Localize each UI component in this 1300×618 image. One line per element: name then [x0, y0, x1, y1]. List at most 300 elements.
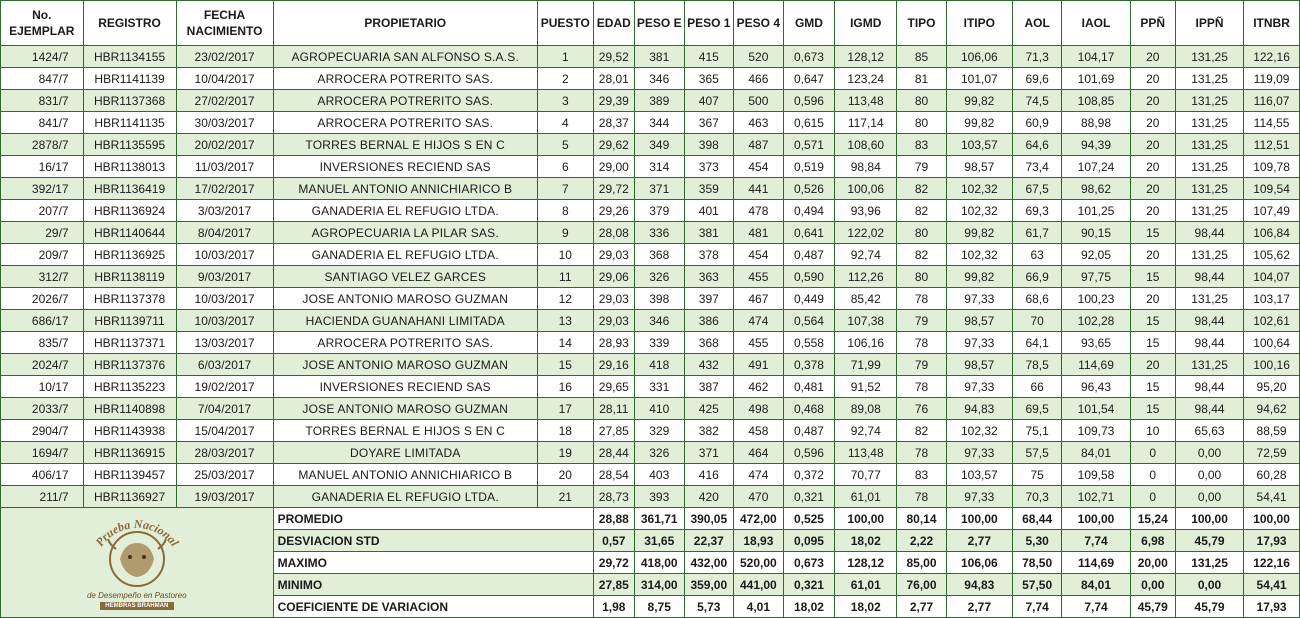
table-cell: 387: [684, 376, 734, 398]
table-cell: 101,07: [946, 68, 1012, 90]
table-row: [1, 486, 1300, 508]
summary-value: 6,98: [1130, 530, 1175, 552]
table-cell: 20: [1130, 178, 1175, 200]
summary-value: 94,83: [946, 574, 1012, 596]
table-cell: 16/17: [1, 156, 84, 178]
table-cell: HBR1136915: [83, 442, 176, 464]
table-cell: 21: [537, 486, 593, 508]
table-cell: HBR1140644: [83, 222, 176, 244]
summary-value: 432,00: [684, 552, 734, 574]
table-cell: 61,7: [1012, 222, 1062, 244]
summary-value: 7,74: [1062, 596, 1130, 618]
table-cell: 0,00: [1175, 486, 1243, 508]
table-cell: 98,44: [1175, 266, 1243, 288]
table-cell: 16: [537, 376, 593, 398]
table-cell: 78: [897, 376, 947, 398]
table-cell: 13: [537, 310, 593, 332]
table-cell: 60,9: [1012, 112, 1062, 134]
table-cell: 0,673: [783, 46, 835, 68]
table-cell: 211/7: [1, 486, 84, 508]
table-cell: 368: [634, 244, 684, 266]
summary-value: 122,16: [1244, 552, 1300, 574]
table-cell: 0,615: [783, 112, 835, 134]
table-cell: 28,08: [593, 222, 634, 244]
column-header: PUESTO: [537, 1, 593, 46]
summary-value: 418,00: [634, 552, 684, 574]
table-cell: 474: [734, 464, 784, 486]
summary-value: 0,673: [783, 552, 835, 574]
table-cell: HBR1135595: [83, 134, 176, 156]
table-cell: 20: [1130, 112, 1175, 134]
summary-value: 17,93: [1244, 530, 1300, 552]
table-cell: HBR1136925: [83, 244, 176, 266]
table-cell: 82: [897, 200, 947, 222]
column-header: TIPO: [897, 1, 947, 46]
summary-value: 100,00: [1062, 508, 1130, 530]
summary-value: 1,98: [593, 596, 634, 618]
summary-value: 8,75: [634, 596, 684, 618]
table-cell: 19: [537, 442, 593, 464]
table-cell: 83: [897, 134, 947, 156]
table-cell: 102,32: [946, 420, 1012, 442]
table-cell: 97,33: [946, 288, 1012, 310]
summary-value: 4,01: [734, 596, 784, 618]
table-cell: HBR1136924: [83, 200, 176, 222]
table-cell: 0,449: [783, 288, 835, 310]
table-cell: 100,06: [835, 178, 897, 200]
table-cell: HBR1136419: [83, 178, 176, 200]
table-row: [1, 244, 1300, 266]
table-cell: HBR1138013: [83, 156, 176, 178]
logo-tag: HEMBRAS BRAHMAN: [100, 602, 174, 610]
table-cell: 60,28: [1244, 464, 1300, 486]
table-cell: 15: [1130, 310, 1175, 332]
table-cell: HBR1141135: [83, 112, 176, 134]
table-cell: 131,25: [1175, 134, 1243, 156]
table-cell: 29,72: [593, 178, 634, 200]
summary-rows: [1, 508, 1300, 618]
table-cell: 346: [634, 68, 684, 90]
table-cell: HBR1138119: [83, 266, 176, 288]
table-cell: 455: [734, 332, 784, 354]
table-cell: 15: [1130, 398, 1175, 420]
table-cell: 487: [734, 134, 784, 156]
table-cell: 11: [537, 266, 593, 288]
table-row: [1, 266, 1300, 288]
table-cell: 79: [897, 354, 947, 376]
table-cell: 0,641: [783, 222, 835, 244]
summary-value: 45,79: [1175, 530, 1243, 552]
table-cell: 19/03/2017: [176, 486, 273, 508]
table-cell: 407: [684, 90, 734, 112]
table-row: [1, 200, 1300, 222]
table-cell: 326: [634, 442, 684, 464]
data-rows: [1, 46, 1300, 508]
table-cell: 29,00: [593, 156, 634, 178]
table-cell: 29,03: [593, 244, 634, 266]
table-cell: 103,17: [1244, 288, 1300, 310]
summary-value: 84,01: [1062, 574, 1130, 596]
summary-value: 7,74: [1062, 530, 1130, 552]
summary-value: 2,77: [897, 596, 947, 618]
table-row: [1, 442, 1300, 464]
table-cell: 108,60: [835, 134, 897, 156]
table-cell: INVERSIONES RECIEND SAS: [273, 156, 537, 178]
table-cell: HACIENDA GUANAHANI LIMITADA: [273, 310, 537, 332]
table-cell: 9: [537, 222, 593, 244]
table-cell: 131,25: [1175, 178, 1243, 200]
table-cell: 0,564: [783, 310, 835, 332]
table-cell: 28/03/2017: [176, 442, 273, 464]
table-cell: 61,01: [835, 486, 897, 508]
table-cell: 326: [634, 266, 684, 288]
table-cell: TORRES BERNAL E HIJOS S EN C: [273, 420, 537, 442]
table-cell: 458: [734, 420, 784, 442]
summary-value: 2,77: [946, 596, 1012, 618]
table-cell: 97,33: [946, 442, 1012, 464]
summary-value: 76,00: [897, 574, 947, 596]
summary-label: DESVIACION STD: [273, 530, 593, 552]
table-cell: ARROCERA POTRERITO SAS.: [273, 112, 537, 134]
table-cell: 82: [897, 178, 947, 200]
summary-value: 0,095: [783, 530, 835, 552]
column-header: ITIPO: [946, 1, 1012, 46]
table-cell: INVERSIONES RECIEND SAS: [273, 376, 537, 398]
table-cell: 0,372: [783, 464, 835, 486]
table-cell: MANUEL ANTONIO ANNICHIARICO B: [273, 178, 537, 200]
table-cell: 102,61: [1244, 310, 1300, 332]
table-cell: 80: [897, 222, 947, 244]
table-row: [1, 420, 1300, 442]
table-cell: 3/03/2017: [176, 200, 273, 222]
table-cell: 481: [734, 222, 784, 244]
table-cell: 29,62: [593, 134, 634, 156]
header-row: [1, 1, 1300, 46]
table-cell: 20: [537, 464, 593, 486]
table-cell: 101,69: [1062, 68, 1130, 90]
table-cell: 99,82: [946, 222, 1012, 244]
table-cell: 520: [734, 46, 784, 68]
table-cell: 131,25: [1175, 90, 1243, 112]
summary-value: 7,74: [1012, 596, 1062, 618]
table-cell: 831/7: [1, 90, 84, 112]
table-cell: 0,596: [783, 90, 835, 112]
table-cell: 368: [684, 332, 734, 354]
table-cell: 474: [734, 310, 784, 332]
table-cell: 72,59: [1244, 442, 1300, 464]
table-cell: 454: [734, 244, 784, 266]
table-cell: 98,57: [946, 354, 1012, 376]
table-cell: 6: [537, 156, 593, 178]
summary-value: 5,73: [684, 596, 734, 618]
table-cell: 415: [684, 46, 734, 68]
summary-value: 15,24: [1130, 508, 1175, 530]
table-cell: 406/17: [1, 464, 84, 486]
table-cell: 98,44: [1175, 222, 1243, 244]
table-cell: 20: [1130, 46, 1175, 68]
table-cell: 95,20: [1244, 376, 1300, 398]
table-cell: 401: [684, 200, 734, 222]
table-cell: 6/03/2017: [176, 354, 273, 376]
table-cell: 94,83: [946, 398, 1012, 420]
table-cell: 80: [897, 112, 947, 134]
table-cell: 432: [684, 354, 734, 376]
table-cell: 123,24: [835, 68, 897, 90]
table-cell: 29,03: [593, 288, 634, 310]
table-cell: 102,32: [946, 178, 1012, 200]
table-cell: 28,44: [593, 442, 634, 464]
table-cell: 8: [537, 200, 593, 222]
summary-label: COEFICIENTE DE VARIACION: [273, 596, 593, 618]
table-cell: 498: [734, 398, 784, 420]
table-cell: 2026/7: [1, 288, 84, 310]
table-cell: 88,59: [1244, 420, 1300, 442]
table-cell: 381: [634, 46, 684, 68]
table-cell: 207/7: [1, 200, 84, 222]
table-cell: 10/04/2017: [176, 68, 273, 90]
table-cell: 64,1: [1012, 332, 1062, 354]
table-cell: 1694/7: [1, 442, 84, 464]
table-cell: 2033/7: [1, 398, 84, 420]
table-cell: 98,44: [1175, 398, 1243, 420]
table-cell: HBR1137368: [83, 90, 176, 112]
table-cell: 98,44: [1175, 376, 1243, 398]
table-cell: 29,06: [593, 266, 634, 288]
table-cell: HBR1137371: [83, 332, 176, 354]
table-cell: 28,01: [593, 68, 634, 90]
table-cell: 0,558: [783, 332, 835, 354]
table-cell: 71,3: [1012, 46, 1062, 68]
table-cell: 847/7: [1, 68, 84, 90]
table-cell: 102,28: [1062, 310, 1130, 332]
table-row: [1, 112, 1300, 134]
table-cell: 20: [1130, 90, 1175, 112]
summary-value: 78,50: [1012, 552, 1062, 574]
summary-value: 45,79: [1130, 596, 1175, 618]
table-row: [1, 288, 1300, 310]
table-cell: 312/7: [1, 266, 84, 288]
table-cell: 94,62: [1244, 398, 1300, 420]
table-cell: TORRES BERNAL E HIJOS S EN C: [273, 134, 537, 156]
table-cell: 106,84: [1244, 222, 1300, 244]
table-cell: 500: [734, 90, 784, 112]
summary-value: 45,79: [1175, 596, 1243, 618]
table-cell: 112,51: [1244, 134, 1300, 156]
table-cell: 0: [1130, 442, 1175, 464]
column-header: EDAD: [593, 1, 634, 46]
table-cell: 99,82: [946, 112, 1012, 134]
table-cell: 85,42: [835, 288, 897, 310]
summary-value: 2,22: [897, 530, 947, 552]
table-cell: 28,11: [593, 398, 634, 420]
table-cell: 336: [634, 222, 684, 244]
summary-value: 314,00: [634, 574, 684, 596]
table-cell: 63: [1012, 244, 1062, 266]
table-cell: 80: [897, 266, 947, 288]
table-cell: 367: [684, 112, 734, 134]
table-cell: 96,43: [1062, 376, 1130, 398]
table-cell: 106,06: [946, 46, 1012, 68]
table-cell: 101,54: [1062, 398, 1130, 420]
table-cell: 329: [634, 420, 684, 442]
table-cell: 363: [684, 266, 734, 288]
table-cell: 29,65: [593, 376, 634, 398]
table-cell: 109,58: [1062, 464, 1130, 486]
table-cell: 441: [734, 178, 784, 200]
table-cell: 15/04/2017: [176, 420, 273, 442]
table-cell: GANADERIA EL REFUGIO LTDA.: [273, 244, 537, 266]
table-cell: 103,57: [946, 134, 1012, 156]
table-cell: 74,5: [1012, 90, 1062, 112]
summary-value: 128,12: [835, 552, 897, 574]
table-cell: 0,647: [783, 68, 835, 90]
table-cell: ARROCERA POTRERITO SAS.: [273, 90, 537, 112]
table-cell: 1424/7: [1, 46, 84, 68]
table-cell: 27,85: [593, 420, 634, 442]
table-row: [1, 134, 1300, 156]
table-cell: 7: [537, 178, 593, 200]
summary-value: 361,71: [634, 508, 684, 530]
table-cell: SANTIAGO VELEZ GARCES: [273, 266, 537, 288]
table-cell: 82: [897, 244, 947, 266]
table-row: [1, 398, 1300, 420]
column-header: IGMD: [835, 1, 897, 46]
table-cell: 131,25: [1175, 288, 1243, 310]
table-cell: 15: [1130, 332, 1175, 354]
column-header: IAOL: [1062, 1, 1130, 46]
table-cell: JOSE ANTONIO MAROSO GUZMAN: [273, 354, 537, 376]
table-cell: 108,85: [1062, 90, 1130, 112]
summary-value: 0,57: [593, 530, 634, 552]
table-cell: 841/7: [1, 112, 84, 134]
table-cell: 27/02/2017: [176, 90, 273, 112]
summary-value: 520,00: [734, 552, 784, 574]
table-cell: 0,526: [783, 178, 835, 200]
table-cell: 20: [1130, 244, 1175, 266]
table-cell: 29,39: [593, 90, 634, 112]
table-cell: 10: [1130, 420, 1175, 442]
table-cell: 381: [684, 222, 734, 244]
table-cell: 467: [734, 288, 784, 310]
table-cell: 70: [1012, 310, 1062, 332]
table-cell: 0,571: [783, 134, 835, 156]
table-cell: 365: [684, 68, 734, 90]
column-header: PESO 1: [684, 1, 734, 46]
table-cell: HBR1135223: [83, 376, 176, 398]
table-cell: 371: [634, 178, 684, 200]
summary-value: 100,00: [835, 508, 897, 530]
table-cell: 2024/7: [1, 354, 84, 376]
table-cell: 75: [1012, 464, 1062, 486]
brahman-cow-icon: [72, 509, 202, 593]
summary-value: 28,88: [593, 508, 634, 530]
table-cell: HBR1140898: [83, 398, 176, 420]
table-cell: HBR1139457: [83, 464, 176, 486]
table-cell: HBR1141139: [83, 68, 176, 90]
table-cell: JOSE ANTONIO MAROSO GUZMAN: [273, 398, 537, 420]
table-cell: 20: [1130, 134, 1175, 156]
table-cell: 78: [897, 442, 947, 464]
table-cell: 122,02: [835, 222, 897, 244]
table-cell: 314: [634, 156, 684, 178]
table-cell: 17/02/2017: [176, 178, 273, 200]
table-cell: 122,16: [1244, 46, 1300, 68]
summary-value: 390,05: [684, 508, 734, 530]
table-cell: 331: [634, 376, 684, 398]
table-cell: 373: [684, 156, 734, 178]
table-cell: 131,25: [1175, 354, 1243, 376]
table-cell: 10/17: [1, 376, 84, 398]
table-cell: 209/7: [1, 244, 84, 266]
summary-value: 68,44: [1012, 508, 1062, 530]
table-cell: 382: [684, 420, 734, 442]
table-row: [1, 156, 1300, 178]
column-header: No. EJEMPLAR: [1, 1, 84, 46]
summary-value: 100,00: [946, 508, 1012, 530]
table-cell: HBR1139711: [83, 310, 176, 332]
table-cell: 83: [897, 464, 947, 486]
table-cell: 0,481: [783, 376, 835, 398]
table-cell: 0,590: [783, 266, 835, 288]
table-cell: 104,07: [1244, 266, 1300, 288]
table-cell: 98,84: [835, 156, 897, 178]
table-cell: 28,73: [593, 486, 634, 508]
table-cell: 379: [634, 200, 684, 222]
table-cell: 2904/7: [1, 420, 84, 442]
table-cell: 99,82: [946, 266, 1012, 288]
table-cell: 20: [1130, 200, 1175, 222]
table-cell: 455: [734, 266, 784, 288]
table-cell: 0,378: [783, 354, 835, 376]
table-cell: 90,15: [1062, 222, 1130, 244]
table-cell: 117,14: [835, 112, 897, 134]
table-cell: 0,519: [783, 156, 835, 178]
table-cell: 98,44: [1175, 310, 1243, 332]
table-cell: 393: [634, 486, 684, 508]
table-cell: JOSE ANTONIO MAROSO GUZMAN: [273, 288, 537, 310]
table-cell: 66,9: [1012, 266, 1062, 288]
table-cell: 462: [734, 376, 784, 398]
table-cell: 8/04/2017: [176, 222, 273, 244]
table-cell: 102,32: [946, 200, 1012, 222]
table-row: [1, 310, 1300, 332]
table-cell: 78: [897, 486, 947, 508]
table-cell: 0,321: [783, 486, 835, 508]
table-cell: 78,5: [1012, 354, 1062, 376]
table-cell: 0,00: [1175, 464, 1243, 486]
summary-value: 114,69: [1062, 552, 1130, 574]
table-cell: 398: [634, 288, 684, 310]
table-cell: 100,16: [1244, 354, 1300, 376]
column-header: REGISTRO: [83, 1, 176, 46]
table-cell: AGROPECUARIA SAN ALFONSO S.A.S.: [273, 46, 537, 68]
table-cell: ARROCERA POTRERITO SAS.: [273, 332, 537, 354]
table-cell: 403: [634, 464, 684, 486]
table-cell: 75,1: [1012, 420, 1062, 442]
table-cell: 346: [634, 310, 684, 332]
table-cell: 97,33: [946, 376, 1012, 398]
summary-value: 18,02: [835, 596, 897, 618]
table-cell: 1: [537, 46, 593, 68]
table-cell: 79: [897, 156, 947, 178]
table-cell: 19/02/2017: [176, 376, 273, 398]
table-cell: 17: [537, 398, 593, 420]
column-header: PESO 4: [734, 1, 784, 46]
table-cell: 14: [537, 332, 593, 354]
table-cell: 2878/7: [1, 134, 84, 156]
table-cell: 131,25: [1175, 200, 1243, 222]
table-row: [1, 178, 1300, 200]
